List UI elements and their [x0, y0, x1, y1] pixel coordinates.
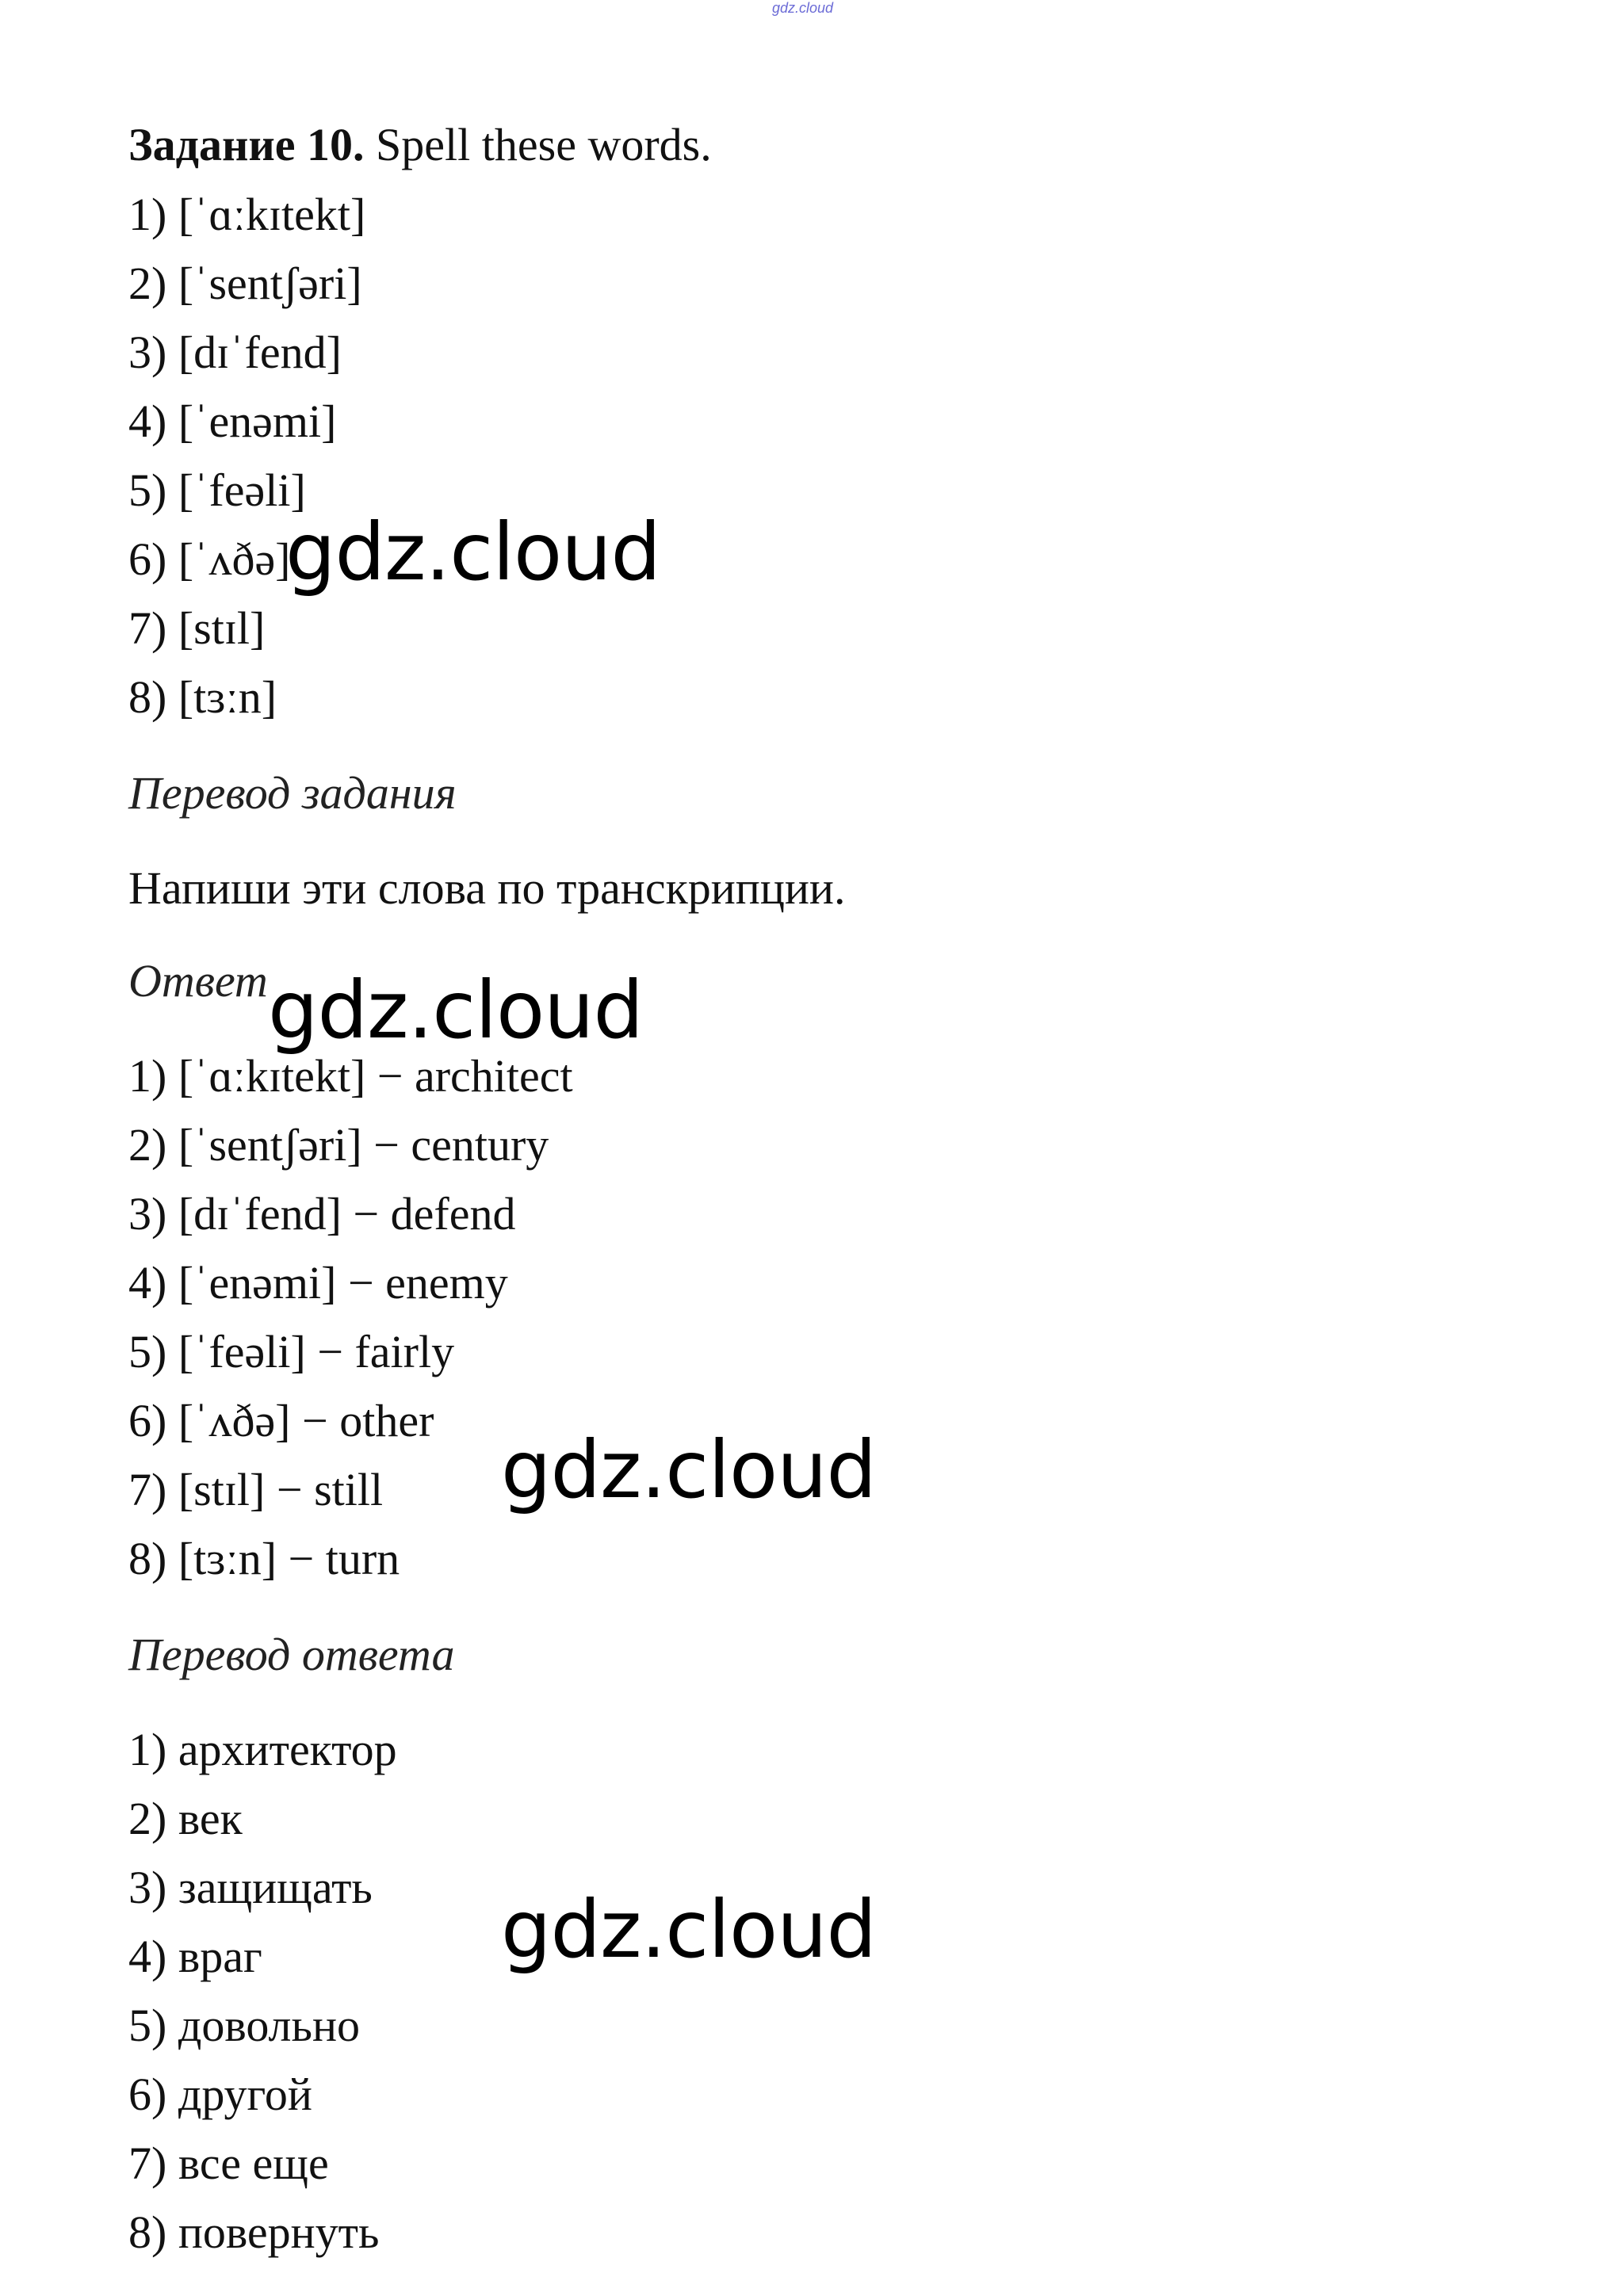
answer-item: 8) [tɜːn] − turn	[128, 1533, 400, 1584]
transcription-item: 6) [ˈʌðə]	[128, 533, 291, 585]
answer-heading: Ответ	[128, 955, 268, 1007]
answer-item: 3) [dɪˈfend] − defend	[128, 1188, 516, 1240]
task-label: Задание 10.	[128, 119, 365, 170]
task-instruction: Spell these words.	[376, 119, 712, 170]
translation-text: Напиши эти слова по транскрипции.	[128, 862, 846, 914]
answer-translation-item: 4) враг	[128, 1931, 262, 1982]
task-heading	[128, 117, 712, 173]
watermark: gdz.cloud	[501, 1883, 877, 1976]
translation-heading: Перевод задания	[128, 767, 457, 819]
answer-item: 1) [ˈɑːkɪtekt] − architect	[128, 1050, 573, 1102]
transcription-item: 7) [stɪl]	[128, 602, 266, 654]
watermark: gdz.cloud	[285, 506, 661, 598]
answer-item: 6) [ˈʌðə] − other	[128, 1395, 434, 1446]
answer-translation-item: 5) довольно	[128, 2000, 360, 2051]
answer-translation-item: 8) повернуть	[128, 2206, 380, 2258]
answer-translation-item: 3) защищать	[128, 1862, 373, 1913]
answer-translation-item: 7) все еще	[128, 2137, 329, 2189]
answer-translation-item: 2) век	[128, 1793, 243, 1844]
transcription-item: 5) [ˈfeəli]	[128, 464, 306, 516]
answer-translation-heading: Перевод ответа	[128, 1629, 455, 1680]
top-watermark: gdz.cloud	[772, 0, 834, 16]
watermark: gdz.cloud	[268, 964, 644, 1056]
answer-translation-item: 1) архитектор	[128, 1724, 397, 1775]
answer-item: 4) [ˈenəmi] − enemy	[128, 1257, 508, 1308]
answer-item: 7) [stɪl] − still	[128, 1464, 384, 1515]
transcription-item: 1) [ˈɑːkɪtekt]	[128, 189, 366, 240]
transcription-item: 4) [ˈenəmi]	[128, 395, 337, 447]
transcription-item: 3) [dɪˈfend]	[128, 327, 342, 378]
watermark: gdz.cloud	[501, 1423, 877, 1516]
answer-translation-item: 6) другой	[128, 2069, 312, 2120]
answer-item: 2) [ˈsentʃəri] − century	[128, 1119, 549, 1171]
answer-item: 5) [ˈfeəli] − fairly	[128, 1326, 455, 1377]
transcription-item: 8) [tɜːn]	[128, 671, 277, 723]
transcription-item: 2) [ˈsentʃəri]	[128, 258, 362, 309]
